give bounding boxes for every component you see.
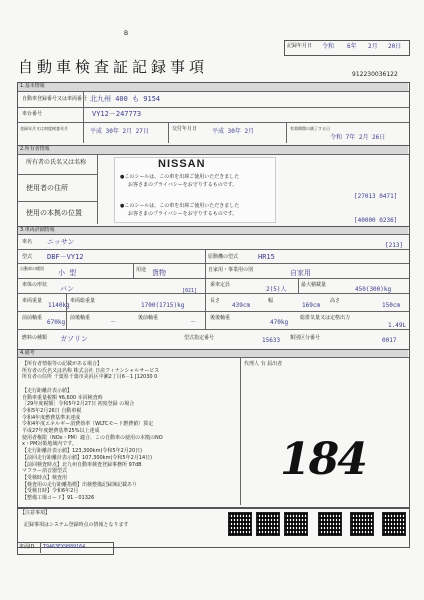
- rf-axle-value: －: [190, 319, 197, 326]
- remark-line: ［29年度税額］令和5年2月27日 初度登録 の場合: [22, 401, 135, 408]
- private-label: 自家用・事業用の別: [208, 267, 254, 273]
- owner-code-1: [27013 0471]: [354, 193, 398, 200]
- height-label: 高さ: [330, 298, 341, 304]
- length-value: 439cm: [232, 302, 251, 309]
- front-axle-label: 前前軸重: [22, 315, 43, 321]
- load-value: 450(300)kg: [355, 286, 392, 293]
- fr-axle-value: －: [110, 319, 117, 326]
- owner-section-title: 2.所有者情報: [20, 146, 50, 152]
- seal-note-2: ●このシールは、この車を出庫ご使用いただきました: [120, 203, 240, 209]
- vehicle-id-value: T9463EX9889164: [43, 544, 86, 550]
- maker-value: ニッサン: [47, 238, 75, 246]
- remark-line: x・PM対策地域内です。: [22, 441, 77, 448]
- maker-label: 車名: [22, 239, 33, 245]
- chassis-label: 車台番号: [22, 111, 43, 117]
- rear-axle-label: 後後軸重: [210, 315, 231, 321]
- gross-label: 車両総重量: [70, 298, 96, 304]
- fr-axle-label: 前後軸重: [70, 315, 91, 321]
- displacement-value: 1.49L: [388, 322, 407, 329]
- length-label: 長さ: [210, 298, 221, 304]
- section-bar: [18, 83, 408, 91]
- width-label: 幅: [268, 298, 274, 304]
- record-date-label: 記録年月日: [287, 43, 313, 49]
- remark-line: 【所有者情報等の記載がある場合】: [22, 361, 103, 367]
- model-value: DBF－VY12: [47, 253, 84, 261]
- rf-axle-label: 後前軸重: [138, 315, 159, 321]
- record-era: 令和: [322, 43, 335, 50]
- displacement-label: 総排気量又は定格出力: [300, 315, 351, 321]
- height-value: 150cm: [382, 302, 401, 309]
- body-code: [021]: [182, 288, 198, 294]
- weight-label: 車両重量: [22, 298, 43, 304]
- vehicle-id-label: 車両ID: [19, 544, 35, 550]
- engine-value: HR15: [258, 253, 275, 261]
- class-label: 自動車の種別: [20, 266, 44, 271]
- record-month: 2月: [368, 43, 378, 50]
- use-label: 用途: [136, 267, 147, 273]
- fuel-label: 燃料の種類: [22, 335, 48, 341]
- remark-line: 自動車重量税額 ¥6,600 本回検査時: [22, 394, 103, 401]
- qr-code: [228, 512, 252, 536]
- remark-line: マフラー消音器型式: [22, 468, 68, 475]
- remark-line: 令和4年度エネルギー消費効率（WLTCモード燃費値）算定: [22, 421, 154, 428]
- first-reg-value: 平成 30年 2月 27日: [90, 128, 149, 135]
- user-address-label: 使用者の住所: [26, 184, 68, 192]
- body-value: バン: [60, 285, 74, 293]
- class-value: 小 型: [58, 269, 77, 277]
- document-number: 912230036122: [352, 71, 398, 78]
- expiry-label: 有効期間の満了する日: [290, 126, 330, 131]
- chassis-value: VY12－247773: [92, 110, 142, 118]
- seal-note-1b: お客さまのプライバシーをお守りするものです。: [128, 182, 238, 188]
- section-bar: [18, 146, 408, 154]
- engine-label: 原動機の型式: [208, 254, 239, 260]
- section-bar: [18, 227, 408, 234]
- remark-line: 使用者権限（NOx・PM）適合、この自動車の使用の本拠のNO: [22, 434, 163, 441]
- body-label: 車体の形状: [22, 282, 48, 288]
- remark-line: 令和4年度燃費基準未達成: [22, 414, 81, 421]
- class-number-label: 類別区分番号: [290, 335, 321, 341]
- reg-value: 北九州 400 も 9154: [90, 95, 161, 103]
- base-location-label: 使用の本拠の位置: [26, 209, 82, 217]
- remark-line: 平成27年度燃費基準25%以上達成: [22, 428, 100, 434]
- handwritten-number: 184: [280, 434, 366, 485]
- gross-value: 1700(1715)kg: [141, 302, 185, 309]
- record-year: 6年: [347, 43, 357, 50]
- type-number-label: 型式指定番号: [184, 335, 215, 341]
- capacity-value: 2(5)人: [266, 286, 287, 293]
- seal-note-2b: お客さまのプライバシーをお守りするものです。: [128, 211, 238, 217]
- remark-line: 【走行距離計表示値】123,300km(令和5年2月20日): [22, 448, 143, 455]
- vehicle-section-title: 3.車両詳細情報: [20, 227, 55, 233]
- vehicle-info-table: [17, 226, 410, 350]
- width-value: 169cm: [302, 302, 321, 309]
- record-day: 20日: [388, 43, 402, 50]
- remark-line: 所有者の氏名又は名称 株式会社 日産フィナンシャルサービス: [22, 367, 160, 374]
- front-axle-value: 670kg: [47, 319, 66, 326]
- use-value: 貨物: [152, 269, 166, 277]
- model-label: 型式: [22, 254, 33, 260]
- notice-text: 記録事項はシステム登録時点の情報となります: [24, 522, 129, 528]
- private-value: 自家用: [290, 269, 311, 277]
- qr-code: [382, 512, 406, 536]
- issue-label: 交付年月日: [172, 126, 198, 132]
- fuel-value: ガソリン: [60, 335, 88, 343]
- nissan-logo: NISSAN: [158, 158, 206, 170]
- reg-label: 自動車登録番号又は車両番号: [22, 96, 88, 102]
- expiry-value: 令和 7年 2月 26日: [330, 134, 386, 141]
- qr-code: [350, 512, 374, 536]
- remark-line: 【前回検査時点】北九州自動車検査登録事務所 97dB: [22, 461, 142, 468]
- qr-code: [318, 512, 342, 536]
- seal-note-1: ●このシールは、この車を出庫ご使用いただきました: [120, 174, 240, 180]
- qr-code: [284, 512, 308, 536]
- issue-value: 平成 30年 2月: [212, 128, 255, 135]
- remark-line: 【整備工場コード】91－01326: [22, 495, 95, 501]
- remark-line: 令和5年2月26日 自動車税: [22, 407, 82, 414]
- mark-letter: B: [124, 30, 129, 37]
- remark-line: 【前回走行距離計表示値】107,300km(令和5年2月14日): [22, 454, 153, 461]
- load-label: 最大積載量: [301, 282, 327, 288]
- remark-line: 【走行距離計表示値】: [22, 387, 73, 394]
- agent-label: 代理人 有 届出者: [244, 361, 283, 367]
- remark-line: 【受検日時】令和6年2月: [22, 488, 79, 495]
- remark-line: 【検査用の走行距離指標】出検整備記録簿記載あり: [22, 481, 138, 488]
- owner-name-label: 所有者の氏名又は名称: [26, 159, 87, 166]
- section-bar: [18, 350, 408, 357]
- remark-line: 【受検時点】検査用: [22, 474, 68, 481]
- class-number-value: 0017: [382, 337, 397, 344]
- rear-axle-value: 470kg: [270, 319, 289, 326]
- qr-code: [256, 512, 280, 536]
- weight-value: 1140kg: [48, 302, 70, 309]
- type-number-value: 15633: [262, 337, 281, 344]
- first-reg-label: 登録年月又は初度検査年月: [20, 126, 68, 131]
- document-title: 自動車検査証記録事項: [18, 58, 209, 76]
- notice-title: 【注意事項】: [20, 510, 51, 516]
- remark-line: 所有者の住所 千葉県千葉市美浜区中瀬2丁目6－1 [12030 0: [22, 374, 158, 381]
- owner-code-2: [40000 0236]: [354, 217, 398, 224]
- remarks-section-title: 4.備考: [20, 350, 35, 356]
- capacity-label: 乗車定員: [210, 282, 231, 288]
- maker-code: [213]: [385, 242, 404, 249]
- basic-section-title: 1.基本情報: [20, 83, 45, 89]
